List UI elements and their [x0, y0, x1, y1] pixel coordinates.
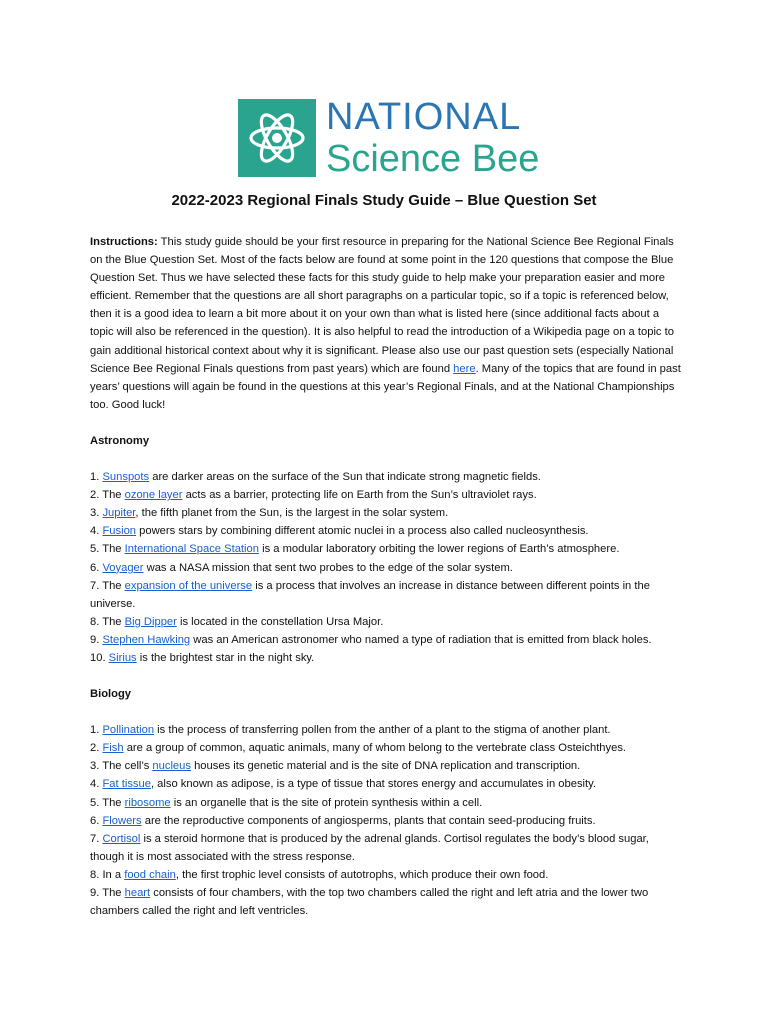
- item-text: are a group of common, aquatic animals, many of whom belong to the vertebrate class Osteichthyes.: [123, 742, 627, 755]
- item-text: is the process of transferring pollen from the anther of a plant to the stigma of another plant.: [154, 724, 611, 737]
- past-question-sets-link[interactable]: here: [453, 362, 476, 375]
- topic-link[interactable]: nucleus: [152, 760, 191, 773]
- list-item: [90, 775, 682, 793]
- astronomy-list: [90, 468, 682, 667]
- national-science-bee-logo: [238, 98, 539, 178]
- item-text: was an American astronomer who named a type of radiation that is emitted from black holes.: [190, 633, 652, 646]
- item-prefix: 9. The: [90, 887, 125, 899]
- item-text: is a steroid hormone that is produced by the adrenal glands. Cortisol regulates the body’s blood sugar, though it is most associated with the stress response.: [90, 832, 649, 863]
- item-text: acts as a barrier, protecting life on Earth from the Sun’s ultraviolet rays.: [182, 489, 537, 502]
- item-text: is a process that involves an increase in distance between different points in the universe.: [90, 579, 650, 610]
- item-prefix: 1.: [90, 724, 103, 737]
- item-prefix: 7.: [90, 832, 103, 845]
- list-item: [90, 812, 682, 830]
- item-prefix: 4.: [90, 525, 103, 538]
- list-item: [90, 577, 682, 613]
- atom-icon: [238, 99, 316, 177]
- topic-link[interactable]: expansion of the universe: [124, 579, 253, 592]
- item-prefix: 5. The: [90, 796, 125, 809]
- astronomy-heading: Astronomy: [90, 434, 150, 447]
- item-text: was a NASA mission that sent two probes to the edge of the solar system.: [143, 561, 513, 574]
- item-prefix: 2. The: [90, 489, 125, 502]
- instructions-paragraph: [90, 233, 682, 414]
- list-item: [90, 830, 682, 866]
- topic-link[interactable]: Pollination: [102, 724, 155, 737]
- item-prefix: 3. The cell’s: [90, 760, 153, 773]
- item-text: , the fifth planet from the Sun, is the largest in the solar system.: [135, 507, 449, 520]
- item-prefix: 7. The: [90, 579, 125, 592]
- item-text: are darker areas on the surface of the Sun that indicate strong magnetic fields.: [149, 471, 541, 484]
- item-prefix: 8. In a: [90, 868, 125, 881]
- item-text: consists of four chambers, with the top two chambers called the right and left atria and the lower two chambers called the right and left ventricles.: [90, 887, 649, 918]
- list-item: [90, 504, 682, 522]
- topic-link[interactable]: Stephen Hawking: [102, 633, 191, 646]
- topic-link[interactable]: ozone layer: [124, 489, 183, 502]
- list-item: [90, 631, 682, 649]
- item-text: is located in the constellation Ursa Major.: [176, 615, 384, 628]
- topic-link[interactable]: Flowers: [102, 814, 142, 827]
- topic-link[interactable]: Fat tissue: [102, 778, 151, 791]
- item-text: are the reproductive components of angiosperms, plants that contain seed-producing fruits.: [141, 814, 596, 827]
- list-item: [90, 613, 682, 631]
- item-prefix: 3.: [90, 507, 103, 520]
- list-item: [90, 794, 682, 812]
- topic-link[interactable]: Voyager: [102, 561, 144, 574]
- item-prefix: 10.: [90, 651, 109, 664]
- item-prefix: 2.: [90, 742, 103, 755]
- item-text: powers stars by combining different atomic nuclei in a process also called nucleosynthesis.: [136, 525, 589, 538]
- list-item: [90, 884, 682, 920]
- list-item: [90, 721, 682, 739]
- biology-list: [90, 721, 682, 920]
- instructions-text-1: This study guide should be your first resource in preparing for the National Science Bee Regional Finals on the Blue Question Set. Most of the facts below are found at some point in the 120 questions that compose the Blue Question Set. Thus we have selected these facts for this study guide to help make your preparation easier and more efficient. Remember that the questions are all short paragraphs on a particular topic, so if a topic is referenced below, then it is a good idea to learn a bit more about it on your own than what is listed here (since additional facts about a topic will also be referenced in the question). It is also helpful to read the introduction of a Wikipedia page on a topic to gain additional historical context about why it is significant. Please also use our past question sets (especially National Science Bee Regional Finals questions from past years) which are found: [90, 236, 674, 375]
- item-prefix: 6.: [90, 814, 103, 827]
- topic-link[interactable]: Fish: [102, 742, 124, 755]
- item-prefix: 1.: [90, 471, 103, 484]
- topic-link[interactable]: Sunspots: [102, 471, 150, 484]
- list-item: [90, 559, 682, 577]
- topic-link[interactable]: International Space Station: [124, 543, 259, 556]
- page-title: 2022-2023 Regional Finals Study Guide – Blue Question Set: [171, 192, 597, 209]
- item-text: is a modular laboratory orbiting the lower regions of Earth’s atmosphere.: [258, 543, 620, 556]
- list-item: [90, 486, 682, 504]
- topic-link[interactable]: Big Dipper: [124, 615, 177, 628]
- topic-link[interactable]: Cortisol: [102, 832, 141, 845]
- topic-link[interactable]: Jupiter: [102, 507, 136, 520]
- item-prefix: 8. The: [90, 615, 125, 628]
- topic-link[interactable]: Fusion: [102, 525, 137, 538]
- item-prefix: 5. The: [90, 543, 125, 556]
- item-text: , also known as adipose, is a type of tissue that stores energy and accumulates in obesity.: [150, 778, 597, 791]
- instructions-label: Instructions:: [90, 236, 158, 248]
- list-item: [90, 522, 682, 540]
- list-item: [90, 866, 682, 884]
- list-item: [90, 468, 682, 486]
- list-item: [90, 757, 682, 775]
- item-text: is the brightest star in the night sky.: [136, 651, 315, 664]
- item-prefix: 4.: [90, 778, 103, 791]
- logo-line-national: NATIONAL: [326, 96, 522, 138]
- topic-link[interactable]: food chain: [124, 868, 176, 881]
- topic-link[interactable]: Sirius: [108, 651, 137, 664]
- item-prefix: 6.: [90, 561, 103, 574]
- topic-link[interactable]: ribosome: [124, 796, 171, 809]
- logo-line-science-bee: Science Bee: [326, 138, 540, 180]
- item-text: houses its genetic material and is the site of DNA replication and transcription.: [190, 760, 581, 773]
- item-prefix: 9.: [90, 633, 103, 646]
- instructions-text-2: . Many of the topics that are found in past years’ questions will again be found in the questions at this year’s Regional Finals, and at the National Championships too. Good luck!: [90, 362, 681, 411]
- study-guide-body: [90, 233, 682, 920]
- item-text: is an organelle that is the site of protein synthesis within a cell.: [170, 796, 483, 809]
- topic-link[interactable]: heart: [124, 887, 151, 899]
- list-item: [90, 540, 682, 558]
- item-text: , the first trophic level consists of autotrophs, which produce their own food.: [175, 868, 549, 881]
- list-item: [90, 649, 682, 667]
- list-item: [90, 739, 682, 757]
- biology-heading: Biology: [90, 688, 132, 701]
